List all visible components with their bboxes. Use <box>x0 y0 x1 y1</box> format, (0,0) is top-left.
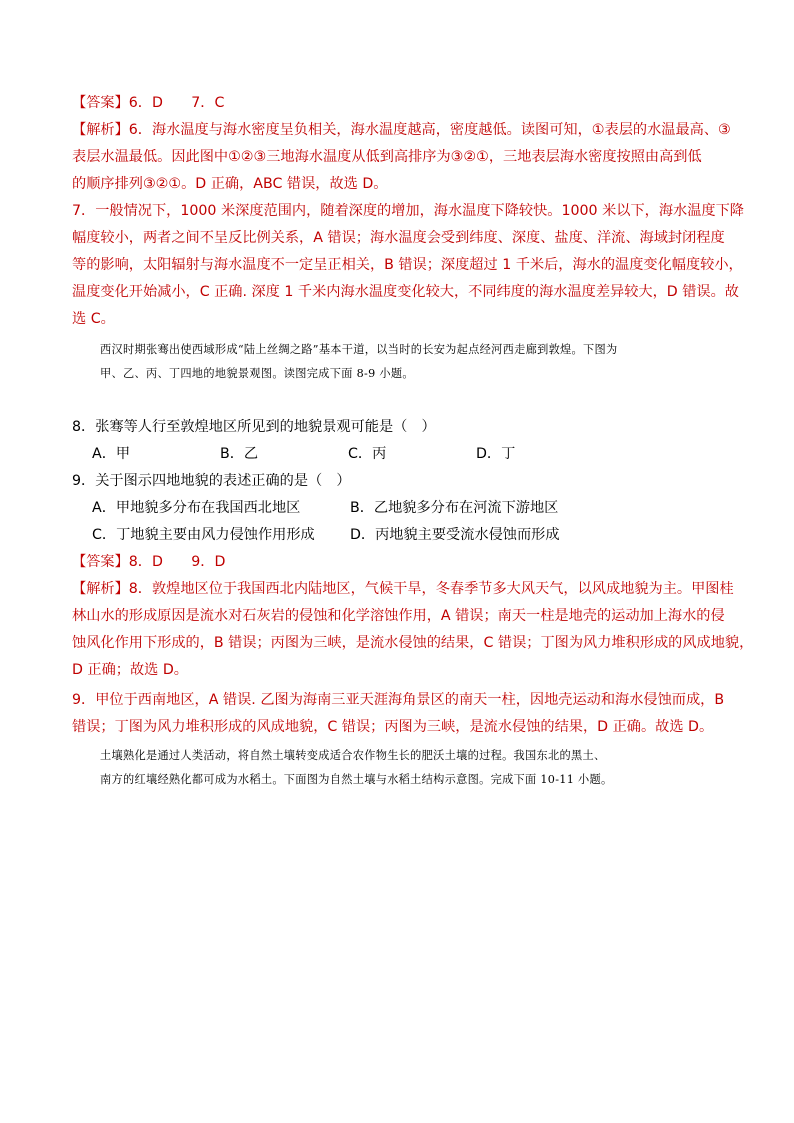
options-row <box>72 522 732 549</box>
options-row <box>72 441 732 468</box>
option-a: A．甲 <box>92 446 131 462</box>
analysis-line: 的顺序排列③②①。D 正确，ABC 错误，故选 D。 <box>72 176 388 192</box>
analysis-9 <box>72 687 732 741</box>
analysis-line: 等的影响，太阳辐射与海水温度不一定呈正相关，B 错误；深度超过 1 千米后，海水的温度变化幅度较小， <box>72 257 743 273</box>
answer-text: 6．D 7．C <box>128 95 225 111</box>
question-stem-10-11 <box>72 744 732 792</box>
question-stem-8-9 <box>72 338 732 386</box>
analysis-line: 错误；丁图为风力堆积形成的风成地貌，C 错误；丙图为三峡，是流水侵蚀的结果，D 正确。故选 D。 <box>72 719 714 735</box>
option-c: C．丁地貌主要由风力侵蚀作用形成 <box>92 527 315 543</box>
option-d: D．丙地貌主要受流水侵蚀而形成 <box>350 527 560 543</box>
stem-line: 甲、乙、丙、丁四地的地貌景观图。读图完成下面 8-9 小题。 <box>100 367 414 380</box>
analysis-line: 蚀风化作用下形成的，B 错误；丙图为三峡，是流水侵蚀的结果，C 错误；丁图为风力堆积形成的风成地貌， <box>72 635 754 651</box>
question-8 <box>72 414 732 468</box>
analysis-line: 林山水的形成原因是流水对石灰岩的侵蚀和化学溶蚀作用，A 错误；南天一柱是地壳的运动加上海水的侵 <box>72 608 725 624</box>
analysis-line: 9．甲位于西南地区，A 错误. 乙图为海南三亚天涯海角景区的南天一柱，因地壳运动和海水侵蚀而成，B <box>72 692 725 708</box>
analysis-tag: 【解析】 <box>72 122 129 138</box>
analysis-6 <box>72 117 732 198</box>
stem-line: 土壤熟化是通过人类活动，将自然土壤转变成适合农作物生长的肥沃土壤的过程。我国东北的黑土、 <box>100 749 606 762</box>
analysis-line: 温度变化开始减小，C 正确. 深度 1 千米内海水温度变化较大，不同纬度的海水温度差异较大，D 错误。故 <box>72 284 739 300</box>
analysis-line: 6．海水温度与海水密度呈负相关，海水温度越高，密度越低。读图可知，①表层的水温最高、③ <box>128 122 731 138</box>
question-text: 8．张骞等人行至敦煌地区所见到的地貌景观可能是（ ） <box>72 419 436 435</box>
answer-tag: 【答案】 <box>72 95 129 111</box>
analysis-line: 7．一般情况下，1000 米深度范围内，随着深度的增加，海水温度下降较快。1000 米以下，海水温度下降 <box>72 203 744 219</box>
analysis-tag: 【解析】 <box>72 581 129 597</box>
analysis-line: 表层水温最低。因此图中①②③三地海水温度从低到高排序为③②①，三地表层海水密度按照由高到低 <box>72 149 702 165</box>
answer-text: 8．D 9．D <box>128 554 226 570</box>
analysis-7 <box>72 198 744 333</box>
question-9 <box>72 468 732 549</box>
stem-line: 南方的红壤经熟化都可成为水稻土。下面图为自然土壤与水稻土结构示意图。完成下面 10-11 小题。 <box>100 773 613 786</box>
analysis-line: 8．敦煌地区位于我国西北内陆地区，气候干旱，冬春季节多大风天气，以风成地貌为主。甲图桂 <box>128 581 734 597</box>
answer-6-7 <box>72 90 732 117</box>
analysis-line: D 正确；故选 D。 <box>72 662 188 678</box>
analysis-line: 选 C。 <box>72 311 115 327</box>
options-row <box>72 495 732 522</box>
option-d: D．丁 <box>476 446 516 462</box>
option-a: A．甲地貌多分布在我国西北地区 <box>92 500 301 516</box>
option-b: B．乙 <box>220 446 259 462</box>
answer-8-9 <box>72 549 732 576</box>
option-c: C．丙 <box>348 446 387 462</box>
answer-tag: 【答案】 <box>72 554 129 570</box>
stem-line: 西汉时期张骞出使西域形成“陆上丝绸之路”基本干道，以当时的长安为起点经河西走廊到敦煌。下图为 <box>100 343 618 356</box>
option-b: B．乙地貌多分布在河流下游地区 <box>350 500 559 516</box>
analysis-line: 幅度较小，两者之间不呈反比例关系，A 错误；海水温度会受到纬度、深度、盐度、洋流、海域封闭程度 <box>72 230 725 246</box>
analysis-8 <box>72 576 754 684</box>
question-text: 9．关于图示四地地貌的表述正确的是（ ） <box>72 473 351 489</box>
